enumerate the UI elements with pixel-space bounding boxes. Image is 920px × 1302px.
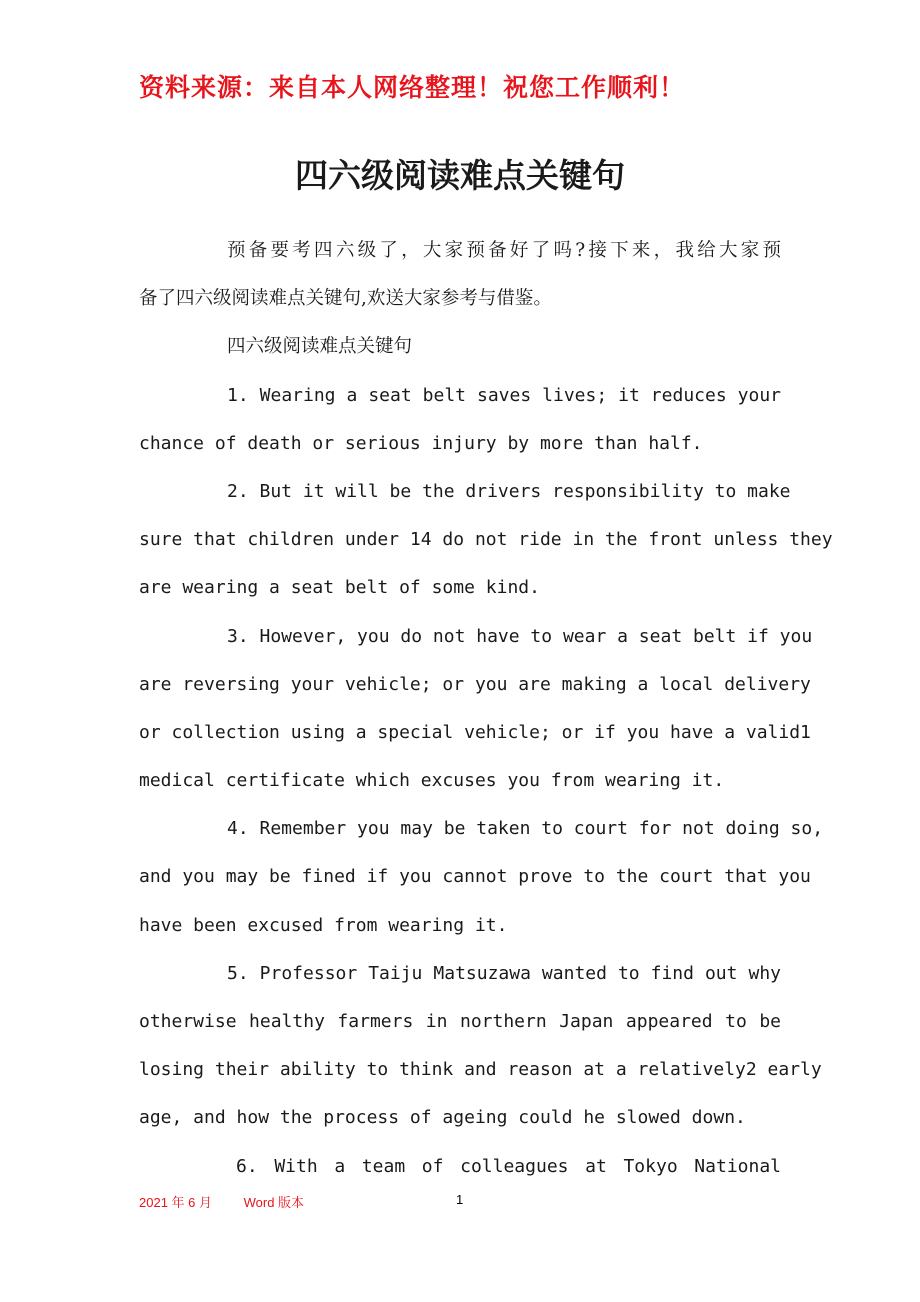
paragraph-line: or collection using a special vehicle; or if you have a valid1: [139, 721, 811, 743]
paragraph-line: are wearing a seat belt of some kind.: [139, 577, 540, 599]
footer-version: Word 版本: [243, 1195, 305, 1210]
paragraph-line: 2. But it will be the drivers responsibility to make: [227, 480, 791, 502]
paragraph-line: are reversing your vehicle; or you are making a local delivery: [139, 673, 811, 695]
paragraph-line: 4. Remember you may be taken to court for not doing so,: [227, 818, 824, 840]
paragraph-line: otherwise healthy farmers in northern Japan appeared to be: [139, 1011, 781, 1032]
paragraph-line: 预备要考四六级了，大家预备好了吗?接下来，我给大家预: [227, 240, 781, 261]
paragraph-line: 四六级阅读难点关键句: [227, 336, 413, 358]
footer: [139, 1192, 332, 1211]
paragraph-line: 3. However, you do not have to wear a seat belt if you: [227, 625, 813, 647]
document-body: [139, 227, 833, 1191]
paragraph-line: losing their ability to think and reason at a relatively2 early: [139, 1059, 822, 1081]
paragraph-line: 6. With a team of colleagues at Tokyo National: [236, 1155, 781, 1177]
paragraph-line: chance of death or serious injury by more than half.: [139, 432, 703, 454]
page-number: 1: [456, 1192, 464, 1207]
paragraph-line: have been excused from wearing it.: [139, 914, 508, 936]
footer-date: 2021 年 6 月: [139, 1195, 212, 1210]
paragraph-line: and you may be fined if you cannot prove to the court that you: [139, 866, 811, 888]
paragraph-line: age, and how the process of ageing could he slowed down.: [139, 1107, 746, 1129]
paragraph-line: 备了四六级阅读难点关键句,欢送大家参考与借鉴。: [139, 288, 552, 310]
paragraph-line: sure that children under 14 do not ride in the front unless they: [139, 529, 833, 551]
paragraph-line: 1. Wearing a seat belt saves lives; it reduces your: [227, 384, 781, 406]
paragraph-line: medical certificate which excuses you from wearing it.: [139, 770, 725, 792]
paragraph-line: 5. Professor Taiju Matsuzawa wanted to find out why: [227, 962, 781, 984]
document-title: 四六级阅读难点关键句: [295, 156, 625, 195]
source-header: 资料来源：来自本人网络整理！祝您工作顺利！: [139, 73, 686, 102]
